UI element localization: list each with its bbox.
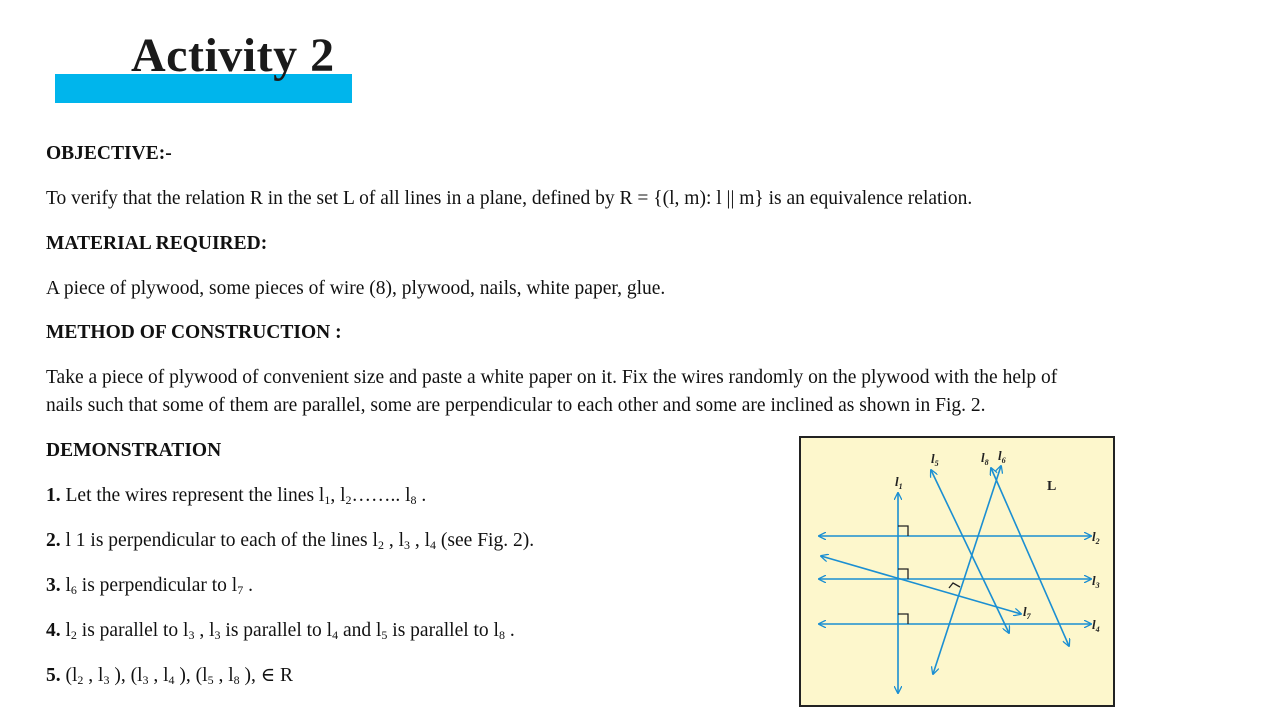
objective-text: To verify that the relation R in the set L of all lines in a plane, defined by R = {(l, m): l || m} is an equivalence relation.: [46, 188, 973, 209]
label-l5: $l_5$: [931, 451, 939, 468]
item-number: 3.: [46, 575, 61, 596]
line-l5: [931, 470, 1009, 633]
label-l7: $l_7$: [1023, 604, 1031, 621]
right-angle-mark-l1-l4: [898, 614, 908, 624]
demonstration-item-5: 5. ($l_2$ , $l_3$ ), ($l_3$ , $l_4$ ), ($l_5$ , $l_8$ ), ∈ R: [46, 665, 294, 687]
item-number: 5.: [46, 665, 61, 686]
right-angle-mark-l1-l2: [898, 526, 908, 536]
material-text: A piece of plywood, some pieces of wire (8), plywood, nails, white paper, glue.: [46, 278, 666, 299]
label-l6: $l_6$: [998, 448, 1006, 465]
set-label: L: [1047, 479, 1057, 494]
label-l3: $l_3$: [1092, 573, 1100, 590]
label-l2: $l_2$: [1092, 529, 1100, 546]
label-l8: $l_8$: [981, 450, 989, 467]
method-heading: METHOD OF CONSTRUCTION :: [46, 322, 342, 343]
demonstration-heading: DEMONSTRATION: [46, 440, 222, 461]
right-angle-mark-l6-l7: [949, 583, 960, 588]
method-text-line-2: nails such that some of them are parallel, some are perpendicular to each other and some are inclined as shown in Fig. 2.: [46, 395, 986, 416]
item-number: 1.: [46, 485, 61, 506]
page-title: Activity 2: [131, 29, 335, 82]
item-number: 4.: [46, 620, 61, 641]
demonstration-item-2: 2. l 1 is perpendicular to each of the lines $l_2$ , $l_3$ , $l_4$ (see Fig. 2).: [46, 530, 535, 552]
method-text-line-1: Take a piece of plywood of convenient size and paste a white paper on it. Fix the wires randomly on the plywood with the help of: [46, 367, 1058, 388]
demonstration-item-4: 4. $l_2$ is parallel to $l_3$ , $l_3$ is parallel to $l_4$ and $l_5$ is parallel to $l_8$ .: [46, 620, 515, 642]
objective-heading: OBJECTIVE:-: [46, 143, 172, 164]
right-angle-mark-l1-l3: [898, 569, 908, 579]
label-l4: $l_4$: [1092, 617, 1100, 634]
figure-2-lines-diagram: [799, 436, 1115, 707]
material-heading: MATERIAL REQUIRED:: [46, 233, 268, 254]
demonstration-item-1: 1. Let the wires represent the lines $l_1$, $l_2\dots\dots$.. $l_8$ .: [46, 485, 427, 507]
demonstration-item-3: 3. $l_6$ is perpendicular to $l_7$ .: [46, 575, 253, 597]
label-l1: $l_1$: [895, 474, 903, 491]
line-l7: [821, 556, 1021, 614]
item-number: 2.: [46, 530, 61, 551]
